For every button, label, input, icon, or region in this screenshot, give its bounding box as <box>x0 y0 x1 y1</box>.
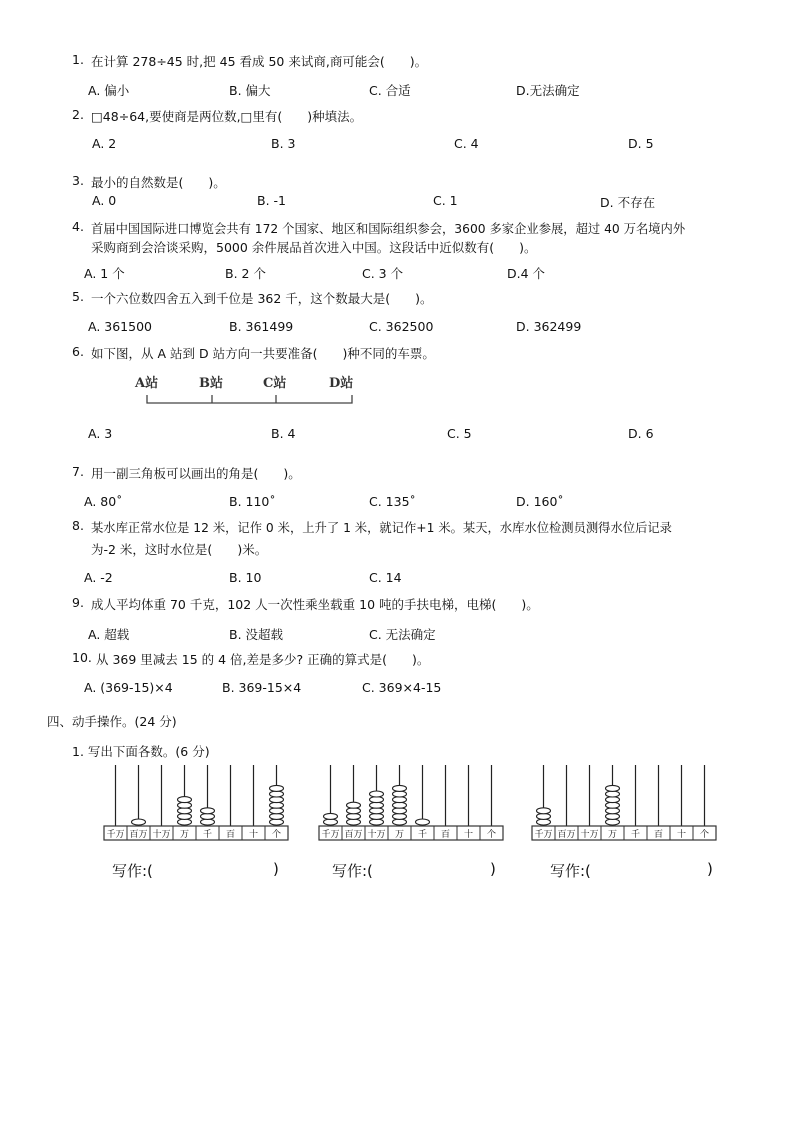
place-label: 千 <box>630 830 641 840</box>
bead <box>178 797 192 803</box>
write-label: 写作:( <box>112 862 153 880</box>
station-diagram <box>130 372 360 412</box>
place-label: 十万 <box>367 830 386 840</box>
place-label: 个 <box>699 830 710 840</box>
option-d: D.4 个 <box>507 266 546 281</box>
place-label: 百 <box>440 830 451 840</box>
abacus-3 <box>528 760 723 845</box>
write-label: 写作:( <box>332 862 373 880</box>
q-text: □48÷64,要使商是两位数,□里有( )种填法。 <box>91 109 363 124</box>
bead <box>393 785 407 791</box>
option-c: C. 合适 <box>369 83 411 98</box>
place-label: 百 <box>653 830 664 840</box>
option-a: A. 偏小 <box>88 83 130 98</box>
place-label: 十万 <box>580 830 599 840</box>
q-num: 3. <box>72 173 84 188</box>
place-label: 千万 <box>534 830 553 840</box>
q-num: 7. <box>72 464 84 479</box>
q-num: 2. <box>72 107 84 122</box>
bead <box>537 808 551 814</box>
option-b: B. 4 <box>271 426 296 441</box>
place-label: 万 <box>607 830 618 840</box>
bead <box>370 791 384 797</box>
place-label: 百万 <box>557 830 576 840</box>
q-text: 成人平均体重 70 千克，102 人一次性乘坐载重 10 吨的手扶电梯，电梯( )。 <box>91 597 539 612</box>
q-num: 9. <box>72 595 84 610</box>
q-text: 一个六位数四舍五入到千位是 362 千，这个数最大是( )。 <box>91 291 433 306</box>
route-line <box>147 395 352 403</box>
place-label: 千 <box>417 830 428 840</box>
bead <box>324 813 338 819</box>
place-label: 千万 <box>321 830 340 840</box>
option-d: D. 160˚ <box>516 494 564 509</box>
option-c: C. 369×4-15 <box>362 680 442 695</box>
place-label: 个 <box>486 830 497 840</box>
option-b: B. 369-15×4 <box>222 680 302 695</box>
bead <box>201 808 215 814</box>
q-text: 如下图，从 A 站到 D 站方向一共要准备( )种不同的车票。 <box>91 346 435 361</box>
place-label: 千 <box>202 830 213 840</box>
place-label: 千万 <box>106 830 125 840</box>
bead <box>347 802 361 808</box>
q-text: 首届中国国际进口博览会共有 172 个国家、地区和国际组织参会，3600 多家企业参展，超过 40 万名境内外 <box>91 222 686 236</box>
option-a: A. 80˚ <box>84 494 123 509</box>
place-label: 十 <box>248 830 259 840</box>
option-a: A. (369-15)×4 <box>84 680 173 695</box>
option-a: A. 超载 <box>88 627 130 642</box>
station-d-label: D站 <box>329 376 354 391</box>
bead <box>416 819 430 825</box>
option-d: D. 6 <box>628 426 654 441</box>
write-close: ) <box>707 860 713 878</box>
place-label: 万 <box>394 830 405 840</box>
option-d: D. 不存在 <box>600 195 656 210</box>
option-a: A. 0 <box>92 193 117 208</box>
abacus-1 <box>100 760 295 845</box>
q-num: 8. <box>72 518 84 533</box>
place-label: 万 <box>179 830 190 840</box>
option-c: C. 135˚ <box>369 494 416 509</box>
bead <box>132 819 146 825</box>
place-label: 十 <box>676 830 687 840</box>
q-num: 5. <box>72 289 84 304</box>
option-c: C. 14 <box>369 570 402 585</box>
option-b: B. 2 个 <box>225 266 266 281</box>
option-b: B. 110˚ <box>229 494 276 509</box>
option-c: C. 3 个 <box>362 266 404 281</box>
place-label: 百万 <box>129 830 148 840</box>
option-b: B. 没超载 <box>229 627 284 642</box>
q-num: 4. <box>72 219 84 234</box>
option-c: C. 5 <box>447 426 472 441</box>
option-c: C. 362500 <box>369 319 434 334</box>
option-b: B. 361499 <box>229 319 294 334</box>
station-c-label: C站 <box>263 376 287 391</box>
station-a-label: A站 <box>135 376 159 391</box>
option-a: A. 361500 <box>88 319 152 334</box>
option-d: D.无法确定 <box>516 83 580 98</box>
write-label: 写作:( <box>550 862 591 880</box>
write-close: ) <box>273 860 279 878</box>
q-instruction: 1. 写出下面各数。(6 分) <box>72 744 210 759</box>
q-text: 从 369 里减去 15 的 4 倍,差是多少? 正确的算式是( )。 <box>96 652 430 667</box>
option-d: D. 362499 <box>516 319 582 334</box>
option-c: C. 4 <box>454 136 479 151</box>
q-num: 10. <box>72 650 92 665</box>
option-b: B. 偏大 <box>229 83 271 98</box>
option-d: D. 5 <box>628 136 654 151</box>
place-label: 百万 <box>344 830 363 840</box>
q-text: 用一副三角板可以画出的角是( )。 <box>91 466 301 481</box>
option-a: A. 3 <box>88 426 113 441</box>
q-text-line2: 采购商到会洽谈采购，5000 余件展品首次进入中国。这段话中近似数有( )。 <box>91 240 537 255</box>
write-close: ) <box>490 860 496 878</box>
q-num: 1. <box>72 52 84 67</box>
bead <box>270 785 284 791</box>
option-a: A. 2 <box>92 136 117 151</box>
place-label: 十 <box>463 830 474 840</box>
option-c: C. 1 <box>433 193 458 208</box>
place-label: 百 <box>225 830 236 840</box>
option-b: B. 10 <box>229 570 262 585</box>
q-text-line2: 为-2 米，这时水位是( )米。 <box>91 542 268 557</box>
q-text: 在计算 278÷45 时,把 45 看成 50 来试商,商可能会( )。 <box>91 54 428 69</box>
q-text: 某水库正常水位是 12 米，记作 0 米，上升了 1 米，就记作+1 米。某天，水库水位检测员测得水位后记录 <box>91 521 672 535</box>
section-title: 四、动手操作。(24 分) <box>47 714 177 729</box>
option-c: C. 无法确定 <box>369 627 436 642</box>
place-label: 个 <box>271 830 282 840</box>
option-a: A. 1 个 <box>84 266 125 281</box>
option-a: A. -2 <box>84 570 113 585</box>
place-label: 十万 <box>152 830 171 840</box>
q-num: 6. <box>72 344 84 359</box>
option-b: B. 3 <box>271 136 296 151</box>
station-b-label: B站 <box>199 376 223 391</box>
abacus-2 <box>315 760 510 845</box>
q-text: 最小的自然数是( )。 <box>91 175 226 190</box>
bead <box>606 785 620 791</box>
option-b: B. -1 <box>257 193 286 208</box>
